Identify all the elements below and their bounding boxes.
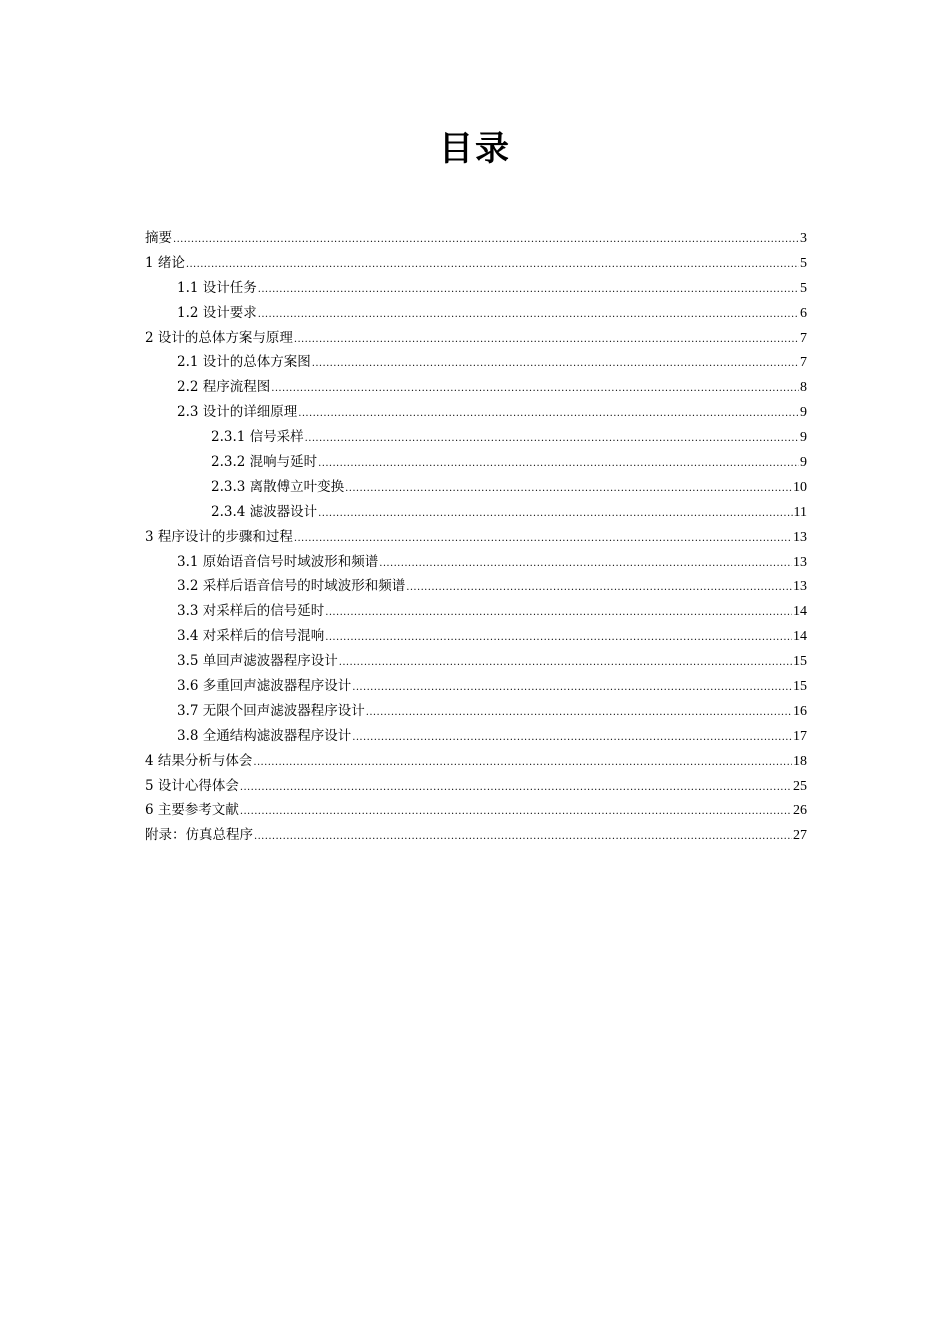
toc-entry-page-number: 5 <box>800 280 807 296</box>
toc-entry-label: 3.3 对采样后的信号延时 <box>177 603 325 620</box>
toc-entry-label: 3.5 单回声滤波器程序设计 <box>177 653 338 670</box>
toc-entry-label: 3.8 全通结构滤波器程序设计 <box>177 727 352 744</box>
toc-dot-leader <box>379 550 792 575</box>
toc-entry[interactable] <box>145 276 807 301</box>
toc-title: 目录 <box>439 129 511 169</box>
toc-dot-leader <box>318 450 799 475</box>
toc-entry-page-number: 6 <box>800 305 807 321</box>
toc-dot-leader <box>305 425 799 450</box>
toc-entry-label: 1 绪论 <box>145 254 185 271</box>
toc-dot-leader <box>366 699 792 724</box>
toc-entry-label: 摘要 <box>145 230 172 246</box>
toc-dot-leader <box>294 525 792 550</box>
toc-entry-label: 3.7 无限个回声滤波器程序设计 <box>177 702 365 719</box>
toc-dot-leader <box>406 574 792 599</box>
toc-entry[interactable] <box>145 823 807 848</box>
toc-entry-label: 2 设计的总体方案与原理 <box>145 329 293 346</box>
toc-entry[interactable] <box>145 649 807 674</box>
toc-entry[interactable] <box>145 699 807 724</box>
toc-entry-page-number: 14 <box>793 604 807 620</box>
toc-entry-page-number: 9 <box>800 430 807 446</box>
toc-entry-page-number: 9 <box>800 455 807 471</box>
toc-entry[interactable] <box>145 774 807 799</box>
toc-dot-leader <box>298 400 799 425</box>
toc-entry-page-number: 16 <box>793 703 807 719</box>
toc-entry-page-number: 18 <box>793 753 807 769</box>
toc-entry-label: 5 设计心得体会 <box>145 777 239 794</box>
toc-dot-leader <box>294 326 799 351</box>
toc-entry-page-number: 8 <box>800 380 807 396</box>
toc-entry[interactable] <box>145 375 807 400</box>
toc-entry-page-number: 13 <box>793 579 807 595</box>
toc-entry-page-number: 7 <box>800 330 807 346</box>
toc-dot-leader <box>258 276 799 301</box>
toc-entry[interactable] <box>145 251 807 276</box>
toc-entry[interactable] <box>145 674 807 699</box>
toc-dot-leader <box>318 500 792 525</box>
toc-entry[interactable] <box>145 525 807 550</box>
toc-dot-leader <box>240 798 792 823</box>
toc-entry-label: 2.3 设计的详细原理 <box>177 404 298 421</box>
toc-dot-leader <box>352 674 792 699</box>
toc-entry-label: 2.3.4 滤波器设计 <box>211 503 318 520</box>
toc-entry-page-number: 13 <box>793 529 807 545</box>
toc-dot-leader <box>258 301 799 326</box>
toc-entry[interactable] <box>145 550 807 575</box>
toc-entry-label: 3 程序设计的步骤和过程 <box>145 528 293 545</box>
toc-dot-leader <box>240 774 792 799</box>
toc-entry-label: 1.2 设计要求 <box>177 304 257 321</box>
toc-entry-page-number: 5 <box>800 255 807 271</box>
toc-dot-leader <box>339 649 792 674</box>
toc-entry-page-number: 3 <box>800 231 807 246</box>
toc-dot-leader <box>325 599 792 624</box>
toc-entry-label: 3.4 对采样后的信号混响 <box>177 628 325 645</box>
toc-entry[interactable] <box>145 500 807 525</box>
toc-entry-label: 2.2 程序流程图 <box>177 379 271 396</box>
toc-entry[interactable] <box>145 749 807 774</box>
toc-entry-page-number: 14 <box>793 629 807 645</box>
toc-entry[interactable] <box>145 450 807 475</box>
table-of-contents <box>145 226 807 848</box>
toc-dot-leader <box>186 251 799 276</box>
toc-entry[interactable] <box>145 599 807 624</box>
toc-dot-leader <box>312 350 799 375</box>
toc-entry-page-number: 13 <box>793 554 807 570</box>
toc-entry[interactable] <box>145 475 807 500</box>
toc-entry-label: 2.3.2 混响与延时 <box>211 454 318 471</box>
toc-entry-page-number: 25 <box>793 778 807 794</box>
toc-entry[interactable] <box>145 301 807 326</box>
toc-dot-leader <box>173 226 799 251</box>
toc-dot-leader <box>271 375 799 400</box>
toc-entry[interactable] <box>145 798 807 823</box>
toc-entry-label: 2.3.3 离散傅立叶变换 <box>211 478 345 495</box>
toc-entry-page-number: 15 <box>793 679 807 695</box>
toc-entry-label: 附录：仿真总程序 <box>145 827 253 844</box>
toc-entry[interactable] <box>145 326 807 351</box>
toc-entry-page-number: 27 <box>793 828 807 844</box>
toc-entry-label: 1.1 设计任务 <box>177 279 257 296</box>
toc-entry[interactable] <box>145 724 807 749</box>
toc-entry[interactable] <box>145 226 807 251</box>
toc-dot-leader <box>325 624 792 649</box>
toc-entry-label: 2.3.1 信号采样 <box>211 429 304 446</box>
toc-entry[interactable] <box>145 624 807 649</box>
toc-entry-page-number: 9 <box>800 405 807 421</box>
toc-entry-page-number: 11 <box>793 504 807 520</box>
toc-entry[interactable] <box>145 574 807 599</box>
toc-entry-page-number: 26 <box>793 803 807 819</box>
toc-entry-label: 3.1 原始语音信号时域波形和频谱 <box>177 553 379 570</box>
toc-entry-page-number: 7 <box>800 355 807 371</box>
toc-entry-page-number: 17 <box>793 728 807 744</box>
toc-entry-label: 6 主要参考文献 <box>145 802 239 819</box>
toc-entry-page-number: 15 <box>793 654 807 670</box>
toc-dot-leader <box>352 724 792 749</box>
toc-dot-leader <box>253 749 792 774</box>
toc-entry-page-number: 10 <box>793 479 807 495</box>
toc-entry[interactable] <box>145 400 807 425</box>
toc-dot-leader <box>254 823 792 848</box>
toc-entry-label: 4 结果分析与体会 <box>145 752 253 769</box>
toc-dot-leader <box>345 475 792 500</box>
toc-entry[interactable] <box>145 350 807 375</box>
toc-entry-label: 3.6 多重回声滤波器程序设计 <box>177 678 352 695</box>
toc-entry-label: 3.2 采样后语音信号的时域波形和频谱 <box>177 578 406 595</box>
toc-entry-label: 2.1 设计的总体方案图 <box>177 354 311 371</box>
toc-entry[interactable] <box>145 425 807 450</box>
